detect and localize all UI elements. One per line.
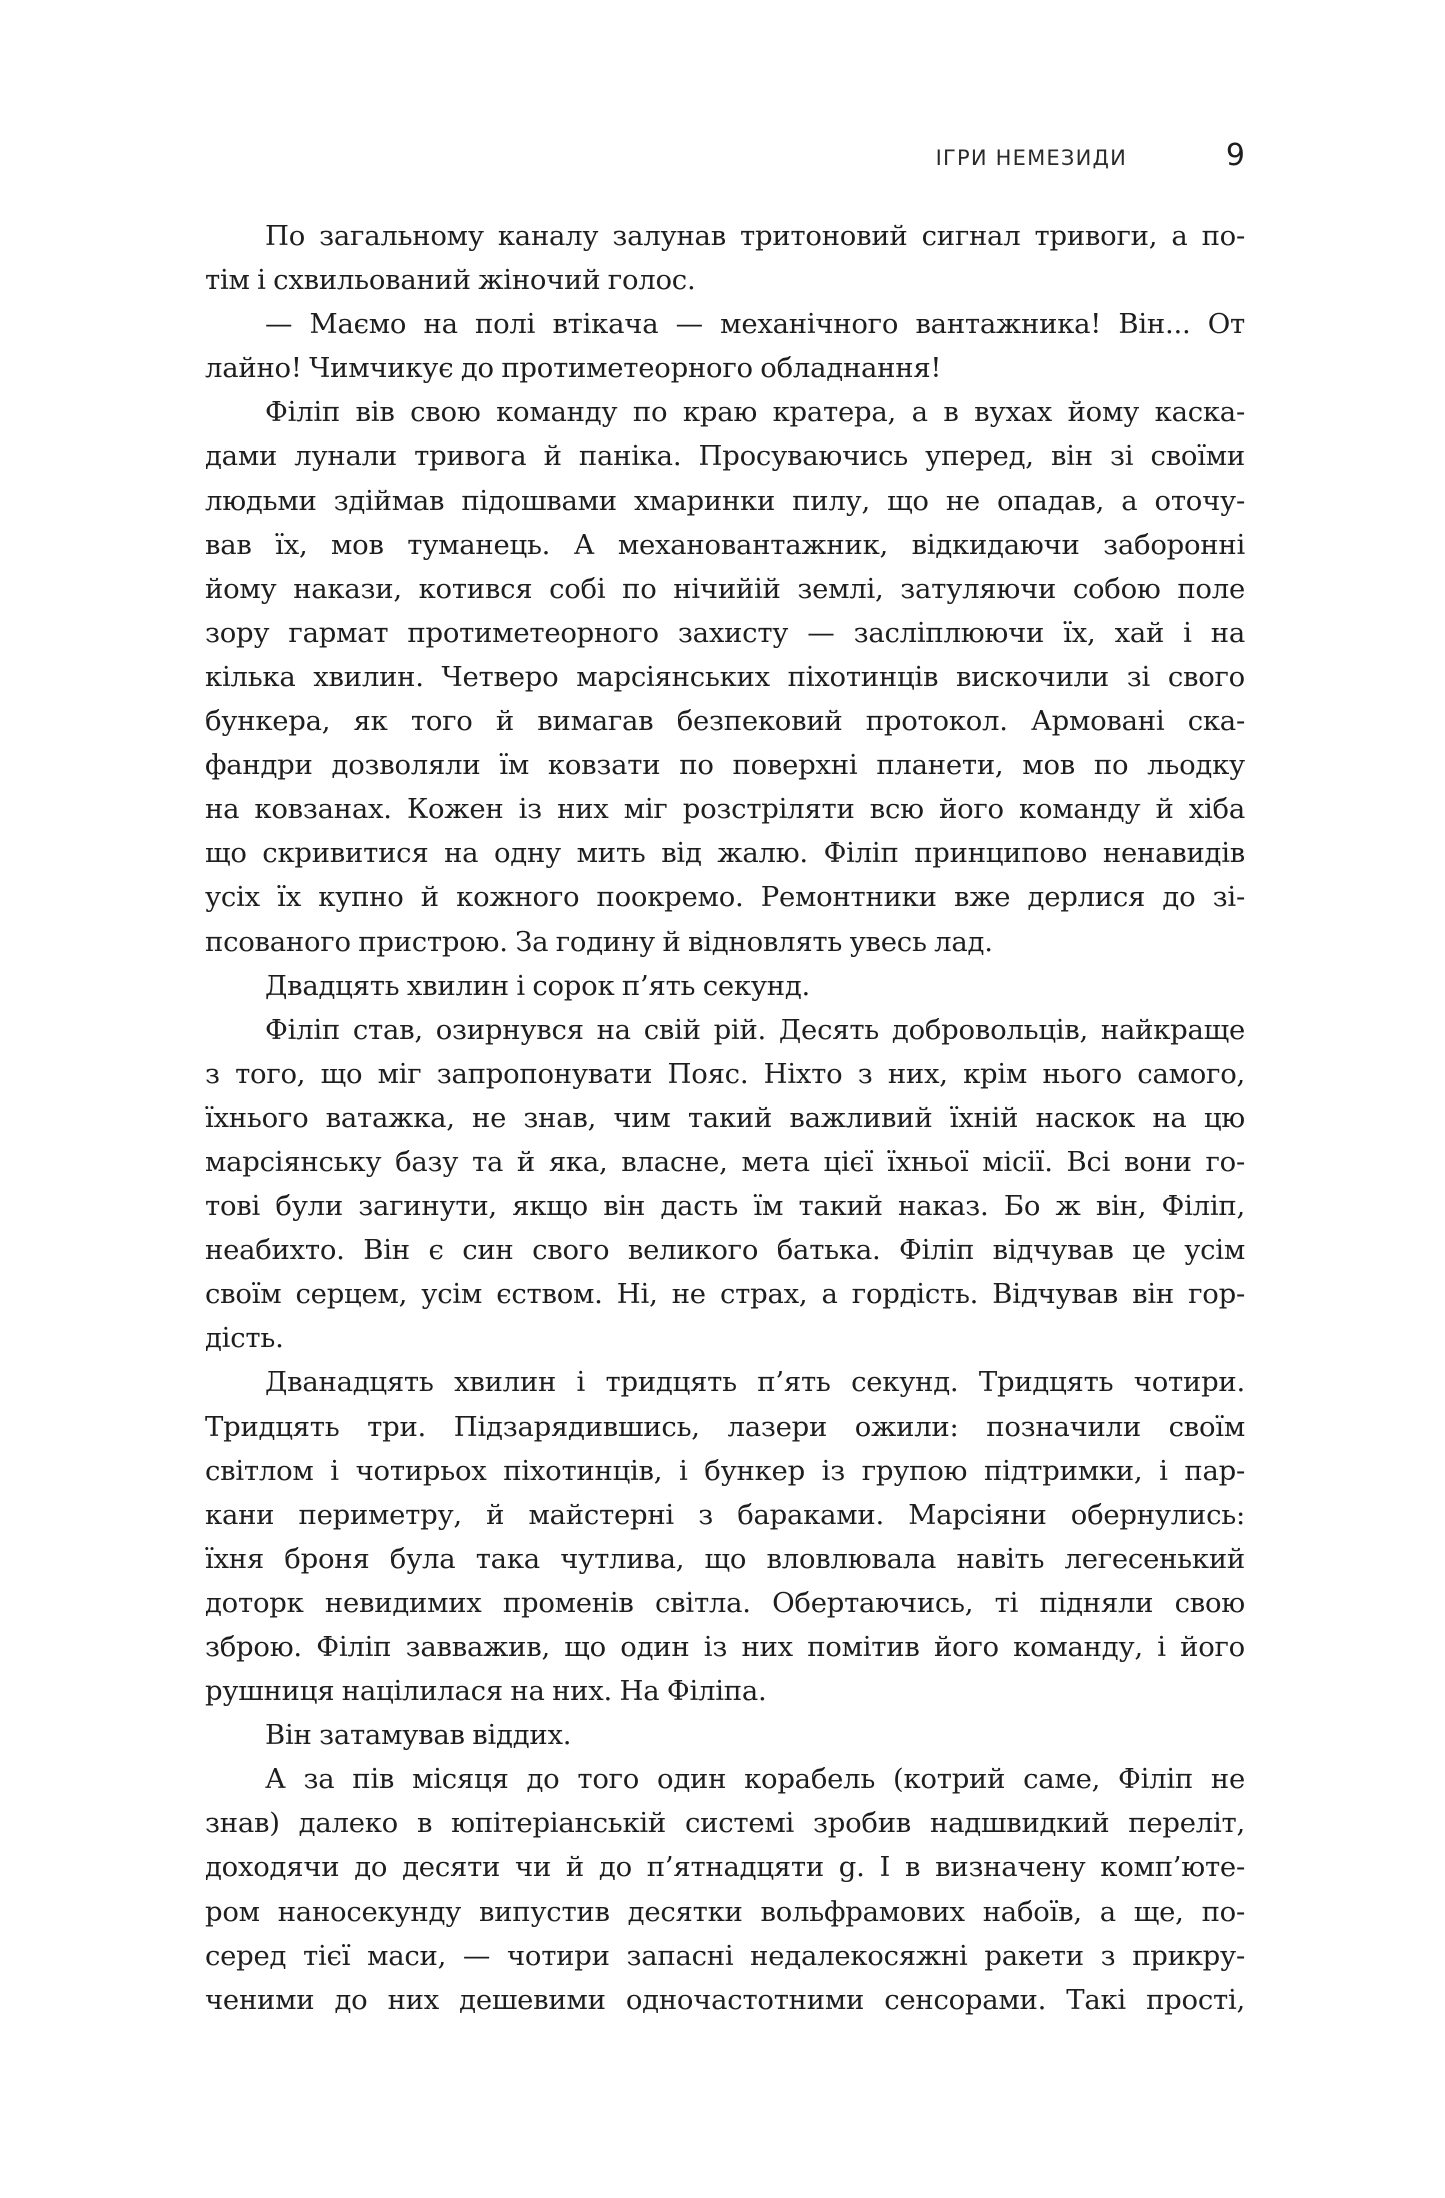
text-line: тім і схвильований жіночий голос.	[205, 264, 696, 297]
text-line: їхнього ватажка, не знав, чим такий важливий їхній наскок на цю	[205, 1101, 1245, 1134]
text-line: Двадцять хвилин і сорок п’ять секунд.	[265, 969, 811, 1002]
text-line: на ковзанах. Кожен із них міг розстріляти всю його команду й хіба	[205, 793, 1245, 826]
text-line: доторк невидимих променів світла. Обертаючись, ті підняли свою	[205, 1586, 1245, 1619]
text-line: ченими до них дешевими одночастотними сенсорами. Такі прості,	[205, 1983, 1245, 2016]
page-number: 9	[1225, 138, 1245, 173]
text-line: дість.	[205, 1322, 284, 1355]
text-line: кілька хвилин. Четверо марсіянських піхотинців вискочили зі свого	[205, 660, 1245, 693]
text-line: йому накази, котився собі по нічийій землі, затуляючи собою поле	[205, 572, 1245, 605]
text-line: дами лунали тривога й паніка. Просуваючись уперед, він зі своїми	[205, 440, 1245, 473]
text-line: — Маємо на полі втікача — механічного вантажника! Він... От	[265, 308, 1245, 341]
text-line: ром наносекунду випустив десятки вольфрамових набоїв, а ще, по-	[205, 1895, 1245, 1928]
text-line: А за пів місяця до того один корабель (котрий саме, Філіп не	[265, 1763, 1245, 1796]
text-line: усіх їх купно й кожного поокремо. Ремонтники вже дерлися до зі-	[205, 881, 1245, 914]
running-title: ІГРИ НЕМЕЗИДИ	[935, 146, 1127, 170]
text-line: марсіянську базу та й яка, власне, мета цієї їхньої місії. Всі вони го-	[205, 1145, 1245, 1178]
text-line: вав їх, мов туманець. А механовантажник, відкидаючи заборонні	[205, 528, 1245, 561]
text-line: їхня броня була така чутлива, що вловлювала навіть легесенький	[205, 1542, 1245, 1575]
text-line: фандри дозволяли їм ковзати по поверхні планети, мов по льодку	[205, 749, 1245, 782]
text-line: бункера, як того й вимагав безпековий протокол. Армовані ска-	[205, 705, 1245, 738]
text-line: тові були загинути, якщо він дасть їм такий наказ. Бо ж він, Філіп,	[205, 1190, 1245, 1223]
text-line: рушниця націлилася на них. На Філіпа.	[205, 1675, 767, 1708]
text-line: Він затамував віддих.	[265, 1719, 572, 1752]
text-line: своїм серцем, усім єством. Ні, не страх, а гордість. Відчував він гор-	[205, 1278, 1245, 1311]
text-line: лайно! Чимчикує до протиметеорного обладнання!	[205, 352, 942, 385]
text-line: доходячи до десяти чи й до п’ятнадцяти g. І в визначену комп’юте-	[205, 1851, 1245, 1884]
text-line: світлом і чотирьох піхотинців, і бункер із групою підтримки, і пар-	[205, 1454, 1245, 1487]
text-line: По загальному каналу залунав тритоновий сигнал тривоги, а по-	[265, 220, 1245, 252]
text-line: з того, що міг запропонувати Пояс. Ніхто з них, крім нього самого,	[205, 1057, 1245, 1090]
text-line: псованого пристрою. За годину й відновлять увесь лад.	[205, 925, 993, 958]
text-line: Тридцять три. Підзарядившись, лазери ожили: позначили своїм	[205, 1410, 1245, 1443]
text-line: зору гармат протиметеорного захисту — засліплюючи їх, хай і на	[205, 616, 1245, 649]
text-line: кани периметру, й майстерні з бараками. Марсіяни обернулись:	[205, 1498, 1245, 1531]
text-line: Філіп став, озирнувся на свій рій. Десять добровольців, найкраще	[265, 1013, 1245, 1046]
text-line: що скривитися на одну мить від жалю. Філіп принципово ненавидів	[205, 837, 1245, 870]
text-line: неабихто. Він є син свого великого батька. Філіп відчував це усім	[205, 1234, 1245, 1267]
text-line: Філіп вів свою команду по краю кратера, а в вухах йому каска-	[265, 396, 1245, 429]
text-line: людьми здіймав підошвами хмаринки пилу, що не опадав, а оточу-	[205, 484, 1245, 517]
text-line: серед тієї маси, — чотири запасні недалекосяжні ракети з прикру-	[205, 1939, 1245, 1972]
text-line: знав) далеко в юпітеріанській системі зробив надшвидкий переліт,	[205, 1807, 1245, 1840]
running-header	[205, 140, 1245, 184]
body-text	[205, 214, 1245, 2022]
text-line: Дванадцять хвилин і тридцять п’ять секунд. Тридцять чотири.	[265, 1366, 1245, 1399]
text-line: зброю. Філіп завважив, що один із них помітив його команду, і його	[205, 1631, 1245, 1663]
